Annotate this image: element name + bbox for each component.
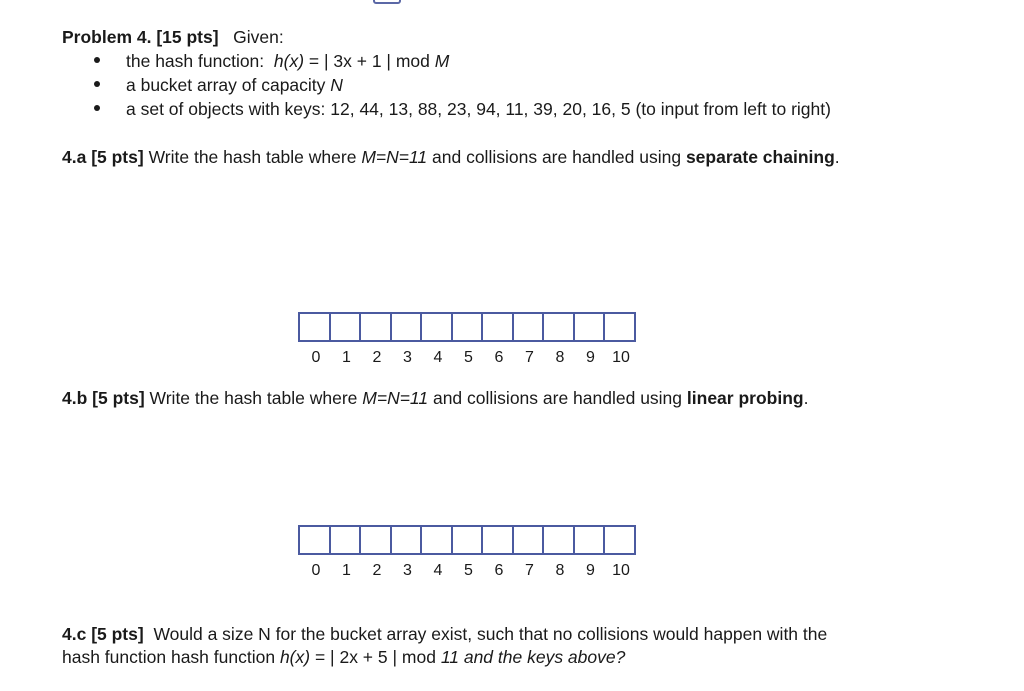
bucket-index-label: 9: [586, 349, 595, 366]
bucket-cell: [329, 525, 362, 555]
part-a-cond: M=N=11: [361, 147, 428, 167]
part-a-question: [62, 146, 840, 168]
bucket-cell: [573, 312, 606, 342]
part-c-label: 4.c [5 pts]: [62, 624, 144, 644]
bucket-cell: [298, 525, 331, 555]
problem-heading: [62, 26, 284, 48]
bucket-cell: [603, 312, 636, 342]
bucket-index-label: 6: [494, 562, 504, 579]
part-c-expr: = | 2x + 5 | mod: [314, 647, 436, 667]
bucket-index-label: 3: [403, 562, 412, 579]
bullet-bucket-array: [126, 74, 343, 96]
part-a-label: 4.a [5 pts]: [62, 147, 144, 167]
problem-title: Problem 4. [15 pts]: [62, 27, 219, 47]
bucket-var: N: [330, 75, 343, 95]
bucket-cell: [512, 312, 545, 342]
bucket-index-label: 1: [342, 349, 351, 366]
bucket-index-label: 4: [433, 562, 443, 579]
bucket-index-label: 4: [433, 349, 443, 366]
part-b-text: Write the hash table where: [149, 388, 358, 408]
bucket-cell: [603, 525, 636, 555]
hash-prefix: the hash function:: [126, 51, 265, 71]
bucket-cell: [512, 525, 545, 555]
part-c-prefix: hash function hash function: [62, 647, 276, 667]
bullet-keys: a set of objects with keys: 12, 44, 13, 88, 23, 94, 11, 39, 20, 16, 5 (to input from left to right): [126, 99, 831, 119]
part-a-end: .: [834, 147, 840, 167]
part-a-text: Write the hash table where: [148, 147, 357, 167]
bullet-icon: [94, 105, 100, 111]
hash-mod: M: [434, 51, 450, 71]
bucket-index-label: 1: [342, 562, 351, 579]
bucket-cell: [420, 312, 453, 342]
bucket-cell: [573, 525, 606, 555]
bucket-cell: [451, 312, 484, 342]
hash-fn: h(x): [273, 51, 305, 71]
bucket-cell: [390, 525, 423, 555]
bucket-cell: [542, 312, 575, 342]
part-c-text: Would a size N for the bucket array exist, such that no collisions would happen with the: [153, 624, 828, 644]
part-c-tail: 11 and the keys above?: [440, 647, 626, 667]
bucket-index-label: 2: [372, 349, 382, 366]
page-edge-mark: [373, 0, 401, 4]
bucket-index-label: 0: [311, 562, 321, 579]
part-b-question: [62, 387, 808, 409]
bucket-cell: [329, 312, 362, 342]
given-label: Given:: [233, 27, 284, 47]
bucket-cell: [420, 525, 453, 555]
bucket-index-label: 9: [586, 562, 595, 579]
part-c-line1: [62, 623, 827, 645]
bucket-cell: [542, 525, 575, 555]
bucket-index-label: 6: [494, 349, 504, 366]
bucket-index-label: 2: [372, 562, 382, 579]
bucket-index-label: 5: [464, 349, 473, 366]
bucket-index-label: 0: [311, 349, 321, 366]
bucket-cell: [298, 312, 331, 342]
part-a-method: separate chaining: [685, 147, 835, 167]
bucket-cell: [481, 312, 514, 342]
part-b-label: 4.b [5 pts]: [62, 388, 145, 408]
part-a-text-after: and collisions are handled using: [432, 147, 682, 167]
bullet-icon: [94, 57, 100, 63]
bucket-index-label: 10: [612, 562, 630, 579]
bucket-index-label: 7: [525, 349, 534, 366]
part-c-fn: h(x): [279, 647, 311, 667]
hash-table-b: [298, 525, 636, 555]
bucket-cell: [481, 525, 514, 555]
bucket-index-label: 7: [525, 562, 534, 579]
bucket-index-label: 8: [555, 562, 565, 579]
bucket-cell: [451, 525, 484, 555]
bucket-index-label: 5: [464, 562, 473, 579]
bucket-cell: [390, 312, 423, 342]
bucket-index-label: 8: [555, 349, 565, 366]
bullet-hash-function: [126, 50, 449, 72]
bullet-icon: [94, 81, 100, 87]
bucket-prefix: a bucket array of capacity: [126, 75, 326, 95]
hash-expr: = | 3x + 1 | mod: [308, 51, 430, 71]
part-c-line2: [62, 646, 625, 668]
bucket-index-label: 10: [612, 349, 630, 366]
bucket-cell: [359, 525, 392, 555]
bucket-index-label: 3: [403, 349, 412, 366]
part-b-cond: M=N=11: [362, 388, 429, 408]
part-b-text-after: and collisions are handled using: [432, 388, 683, 408]
bucket-cell: [359, 312, 392, 342]
part-b-end: .: [803, 388, 809, 408]
part-b-method: linear probing: [686, 388, 804, 408]
hash-table-a: [298, 312, 636, 342]
